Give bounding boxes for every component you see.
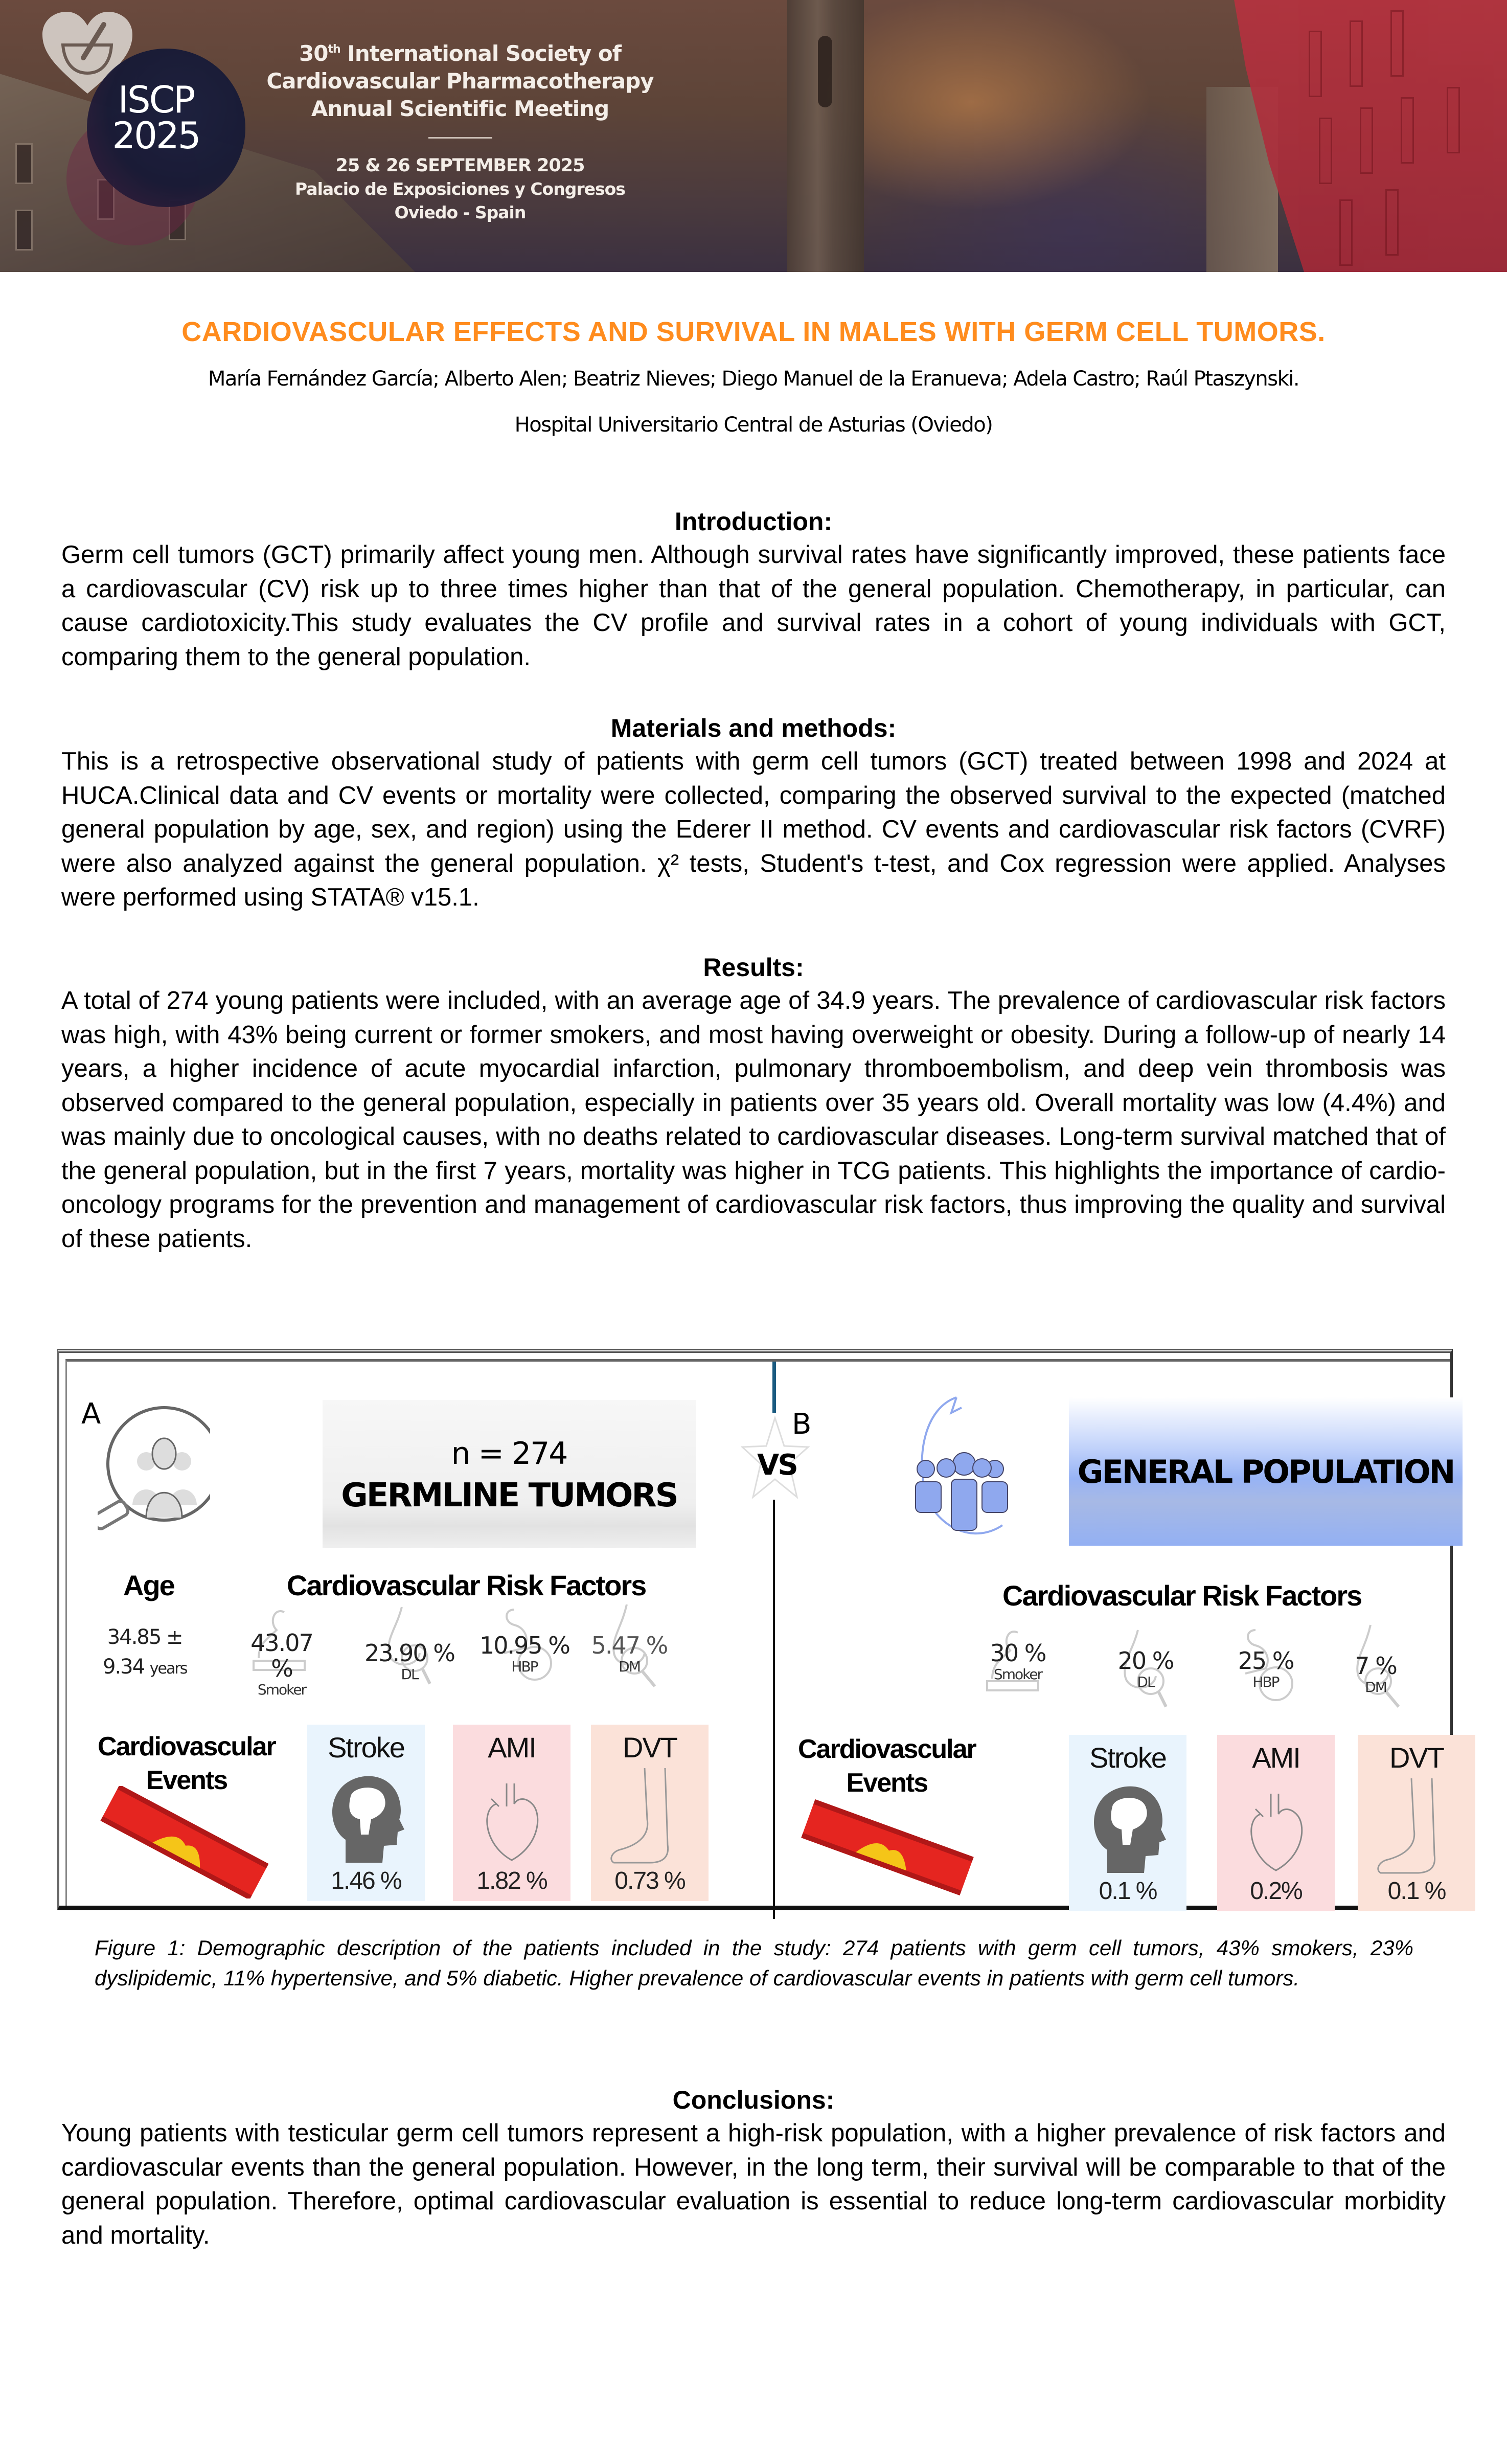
divider [428, 137, 492, 139]
methods-section [61, 712, 1446, 915]
risk-factors-heading: Cardiovascular Risk Factors [1002, 1579, 1362, 1612]
conference-title: 30th International Society of Cardiovascular Pharmacotherapy Annual Scientific Meeting [266, 41, 654, 121]
leg-foot-icon [609, 1768, 691, 1865]
section-heading: Results: [703, 953, 804, 982]
group-label: GERMLINE TUMORS [341, 1477, 677, 1514]
risk-factor-hbp: 25 % HBP [1238, 1647, 1294, 1690]
event-card-stroke: Stroke 1.46 % [307, 1725, 425, 1901]
conference-info [256, 36, 665, 224]
risk-factor-dm: 7 % DM [1355, 1652, 1397, 1696]
event-card-stroke: Stroke 0.1 % [1069, 1735, 1186, 1911]
panel-divider [773, 1500, 775, 1919]
conclusions-section [61, 2084, 1446, 2252]
iscp-logo-text: ISCP 2025 [112, 78, 200, 157]
blood-vessel-plaque-icon [95, 1786, 274, 1898]
sample-size: n = 274 [451, 1436, 567, 1472]
brain-head-icon [325, 1768, 407, 1865]
author-list: María Fernández García; Alberto Alen; Beatriz Nieves; Diego Manuel de la Eranueva; Adela Castro; Raúl Ptaszynski. [208, 367, 1299, 391]
figure-caption: Figure 1: Demographic description of the patients included in the study: 274 patients with germ cell tumors, 43% smokers, 23% dyslipidemic, 11% hypertensive, and 5% diabetic. Higher prevalence of cardiovascular events in patients with germ cell tumors. [95, 1936, 1413, 1990]
conference-dates: 25 & 26 SEPTEMBER 2025 [335, 155, 585, 176]
figure-1 [57, 1349, 1453, 1910]
germline-tumors-header [323, 1400, 696, 1548]
panel-label-b: B [792, 1408, 812, 1441]
introduction-section [61, 505, 1446, 674]
risk-factor-smoker: 30 % Smoker [990, 1639, 1046, 1683]
age-value: 34.85 ± 9.34 years [103, 1625, 187, 1679]
heart-icon [471, 1768, 553, 1865]
section-heading: Introduction: [674, 507, 833, 536]
cv-events-heading: Cardiovascular Events [798, 1734, 976, 1798]
magnifier-people-icon [98, 1403, 210, 1535]
panel-label-a: A [81, 1397, 101, 1431]
event-card-dvt: DVT 0.1 % [1358, 1735, 1475, 1911]
general-population-header: GENERAL POPULATION [1069, 1397, 1463, 1546]
section-body: Germ cell tumors (GCT) primarily affect young men. Although survival rates have significantly improved, these patients face a cardiovascular (CV) risk up to three times higher than that of the general population. Chemotherapy, in particular, can cause cardiotoxicity.This study evaluates the CV profile and survival rates in a cohort of young individuals with GCT, comparing them to the general population. [61, 541, 1446, 671]
conference-venue: Palacio de Exposiciones y Congresos [295, 179, 625, 199]
affiliation: Hospital Universitario Central de Asturias (Oviedo) [514, 413, 993, 437]
section-body: A total of 274 young patients were included, with an average age of 34.9 years. The prevalence of cardiovascular risk factors was high, with 43% being current or former smokers, and most having overweight or obesity. During a follow-up of nearly 14 years, a higher incidence of acute myocardial infarction, pulmonary thromboembolism, and deep vein thrombosis was observed compared to the general population, especially in patients over 35 years old. Overall mortality was low (4.4%) and was mainly due to oncological causes, with no deaths related to cardiovascular diseases. Long-term survival matched that of the general population, but in the first 7 years, mortality was higher in TCG patients. This highlights the importance of cardio-oncology programs for the prevention and management of cardiovascular risk factors, thus improving the quality and survival of these patients. [61, 987, 1446, 1253]
event-card-ami: AMI 1.82 % [453, 1725, 570, 1901]
risk-factor-dm: 5.47 % DM [591, 1632, 668, 1675]
risk-factors-heading: Cardiovascular Risk Factors [287, 1569, 646, 1601]
event-card-dvt: DVT 0.73 % [591, 1725, 709, 1901]
paper-title: CARDIOVASCULAR EFFECTS AND SURVIVAL IN MALES WITH GERM CELL TUMORS. [181, 317, 1326, 347]
cv-events-heading: Cardiovascular Events [98, 1732, 276, 1795]
risk-factor-smoker: 43.07 % Smoker [250, 1629, 313, 1698]
results-section [61, 951, 1446, 1256]
conference-banner [0, 0, 1507, 272]
section-heading: Materials and methods: [610, 714, 897, 742]
section-body: Young patients with testicular germ cell tumors represent a high-risk population, with a higher prevalence of risk factors and cardiovascular events than the general population. However, in the long term, their survival will be comparable to that of the general population. Therefore, optimal cardiovascular evaluation is essential to reduce long-term cardiovascular morbidity and mortality. [61, 2119, 1446, 2249]
leg-foot-icon [1376, 1778, 1457, 1875]
blood-vessel-plaque-icon [798, 1791, 977, 1904]
risk-factor-hbp: 10.95 % HBP [479, 1632, 570, 1675]
section-body: This is a retrospective observational study of patients with germ cell tumors (GCT) treated between 1998 and 2024 at HUCA.Clinical data and CV events or mortality were collected, comparing the observed survival to the expected (matched general population by age, sex, and region) using the Ederer II method. CV events and cardiovascular risk factors (CVRF) were also analyzed against the general population. χ² tests, Student's t-test, and Cox regression were applied. Analyses were performed using STATA® v15.1. [61, 748, 1446, 911]
conference-city: Oviedo - Spain [394, 202, 526, 222]
risk-factor-dl: 23.90 % DL [364, 1639, 455, 1683]
age-heading: Age [123, 1569, 174, 1601]
cathedral-tower [787, 0, 864, 272]
heart-icon [1235, 1778, 1317, 1875]
vs-label: VS [757, 1449, 797, 1482]
panel-divider [772, 1362, 776, 1413]
event-card-ami: AMI 0.2% [1217, 1735, 1335, 1911]
section-heading: Conclusions: [672, 2086, 835, 2114]
risk-factor-dl: 20 % DL [1117, 1647, 1174, 1690]
population-group-icon [895, 1392, 1028, 1546]
brain-head-icon [1087, 1778, 1169, 1875]
